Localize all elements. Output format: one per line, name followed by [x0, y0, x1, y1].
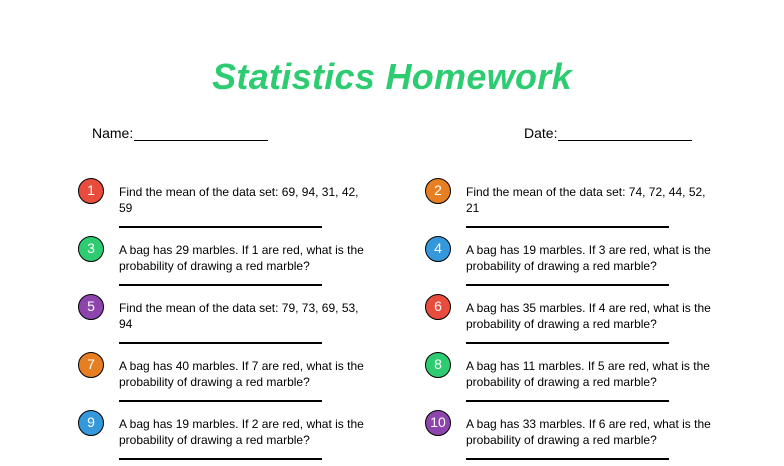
problem-8 [425, 352, 725, 408]
problem-5 [78, 294, 378, 350]
problem-1 [78, 178, 378, 234]
problem-text: A bag has 11 marbles. If 5 are red, what is the probability of drawing a red marble? [466, 359, 710, 389]
answer-line[interactable] [466, 400, 669, 402]
problem-number-badge: 7 [78, 352, 104, 378]
answer-line[interactable] [119, 226, 322, 228]
answer-line[interactable] [466, 226, 669, 228]
name-label: Name: [92, 125, 134, 141]
problem-number-badge: 10 [425, 410, 451, 436]
problem-text: A bag has 33 marbles. If 6 are red, what is the probability of drawing a red marble? [466, 417, 711, 447]
problem-9 [78, 410, 378, 466]
problem-text: A bag has 19 marbles. If 2 are red, what is the probability of drawing a red marble? [119, 417, 364, 447]
answer-line[interactable] [119, 342, 322, 344]
problem-7 [78, 352, 378, 408]
answer-line[interactable] [466, 284, 669, 286]
problem-text: A bag has 35 marbles. If 4 are red, what is the probability of drawing a red marble? [466, 301, 711, 331]
problem-number-badge: 1 [78, 178, 104, 204]
problem-text: A bag has 40 marbles. If 7 are red, what is the probability of drawing a red marble? [119, 359, 364, 389]
problem-number-badge: 8 [425, 352, 451, 378]
problem-3 [78, 236, 378, 292]
problem-4 [425, 236, 725, 292]
problem-text: Find the mean of the data set: 74, 72, 44, 52, 21 [466, 185, 706, 215]
problem-number-badge: 3 [78, 236, 104, 262]
date-field[interactable] [524, 125, 692, 141]
answer-line[interactable] [119, 400, 322, 402]
problem-number-badge: 5 [78, 294, 104, 320]
problem-number-badge: 9 [78, 410, 104, 436]
problem-text: A bag has 29 marbles. If 1 are red, what is the probability of drawing a red marble? [119, 243, 364, 273]
answer-line[interactable] [466, 458, 669, 460]
problem-number-badge: 4 [425, 236, 451, 262]
name-blank-line [134, 126, 268, 141]
problem-number-badge: 6 [425, 294, 451, 320]
problem-number-badge: 2 [425, 178, 451, 204]
answer-line[interactable] [119, 458, 322, 460]
problem-text: A bag has 19 marbles. If 3 are red, what is the probability of drawing a red marble? [466, 243, 711, 273]
problem-text: Find the mean of the data set: 69, 94, 31, 42, 59 [119, 185, 359, 215]
problem-text: Find the mean of the data set: 79, 73, 69, 53, 94 [119, 301, 359, 331]
worksheet-title: Statistics Homework [212, 56, 572, 97]
answer-line[interactable] [466, 342, 669, 344]
problem-2 [425, 178, 725, 234]
date-label: Date: [524, 125, 558, 141]
problem-10 [425, 410, 725, 466]
answer-line[interactable] [119, 284, 322, 286]
name-field[interactable] [92, 125, 268, 141]
problem-6 [425, 294, 725, 350]
date-blank-line [558, 126, 692, 141]
